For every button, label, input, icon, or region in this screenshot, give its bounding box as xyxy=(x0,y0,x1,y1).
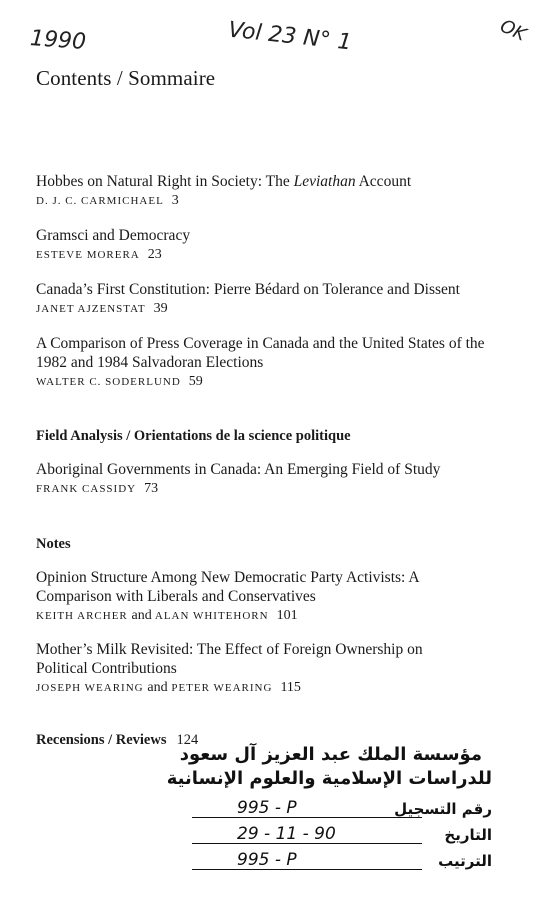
stamp-label: التاريخ xyxy=(444,826,492,844)
entry-title: Mother’s Milk Revisited: The Effect of Foreign Ownership on Political Contributions xyxy=(36,641,423,677)
entry-page: 3 xyxy=(171,193,179,208)
page-title: Contents / Sommaire xyxy=(36,66,216,90)
recensions-label: Recensions / Reviews xyxy=(36,732,167,748)
toc-entry xyxy=(36,640,456,696)
stamp-row-date xyxy=(192,824,492,850)
entry-page: 101 xyxy=(276,608,298,623)
entry-title: Opinion Structure Among New Democratic Party Activists: A Comparison with Liberals and Conservatives xyxy=(36,569,419,605)
toc-entry xyxy=(36,280,516,317)
entry-title: Hobbes on Natural Right in Society: The Leviathan Account xyxy=(36,173,412,190)
toc-entry xyxy=(36,568,456,624)
stamp-row-registration xyxy=(192,798,492,824)
entry-author: JOSEPH WEARING and PETER WEARING 115 xyxy=(36,680,301,695)
handwritten-year: 1990 xyxy=(29,26,87,55)
section-heading-notes: Notes xyxy=(36,536,71,552)
entry-title: Canada’s First Constitution: Pierre Bédard on Tolerance and Dissent xyxy=(36,281,460,298)
entry-author: ESTEVE MORERA 23 xyxy=(36,247,162,262)
toc-entry xyxy=(36,172,526,209)
entry-author: JANET AJZENSTAT 39 xyxy=(36,301,168,316)
stamp-label: رقم التسجيل xyxy=(394,800,492,818)
entry-page: 23 xyxy=(147,247,162,262)
stamp-row-order xyxy=(192,850,492,876)
entry-page: 115 xyxy=(280,680,301,695)
stamp-underline xyxy=(192,817,422,818)
toc-entry xyxy=(36,334,496,390)
toc-entry xyxy=(36,460,526,497)
entry-page: 73 xyxy=(144,481,159,496)
entry-author: WALTER C. SODERLUND 59 xyxy=(36,374,203,389)
entry-page: 39 xyxy=(153,301,168,316)
recensions-entry xyxy=(36,732,198,749)
handwritten-check: OK xyxy=(496,15,530,46)
stamp-institution-line1: مؤسسة الملك عبد العزيز آل سعود xyxy=(179,744,482,765)
library-stamp xyxy=(166,744,512,884)
entry-author: FRANK CASSIDY 73 xyxy=(36,481,159,496)
stamp-institution-line2: للدراسات الإسلامية والعلوم الإنسانية xyxy=(166,768,492,789)
section-heading-field-analysis: Field Analysis / Orientations de la science politique xyxy=(36,428,351,444)
entry-page: 59 xyxy=(188,374,203,389)
stamp-value: 29 - 11 - 90 xyxy=(237,824,336,844)
stamp-label: الترتيب xyxy=(438,852,492,870)
entry-title: A Comparison of Press Coverage in Canada and the United States of the 1982 and 1984 Salvadoran Elections xyxy=(36,335,485,371)
entry-page: 124 xyxy=(176,732,199,748)
entry-author: KEITH ARCHER and ALAN WHITEHORN 101 xyxy=(36,608,298,623)
toc-entry xyxy=(36,226,526,263)
stamp-value: 995 - P xyxy=(237,798,297,818)
stamp-value: 995 - P xyxy=(237,850,297,870)
entry-author: D. J. C. CARMICHAEL 3 xyxy=(36,193,179,208)
entry-title: Aboriginal Governments in Canada: An Emerging Field of Study xyxy=(36,461,441,478)
handwritten-volume: Vol 23 N° 1 xyxy=(227,17,353,56)
stamp-underline xyxy=(192,869,422,870)
entry-title: Gramsci and Democracy xyxy=(36,227,191,244)
